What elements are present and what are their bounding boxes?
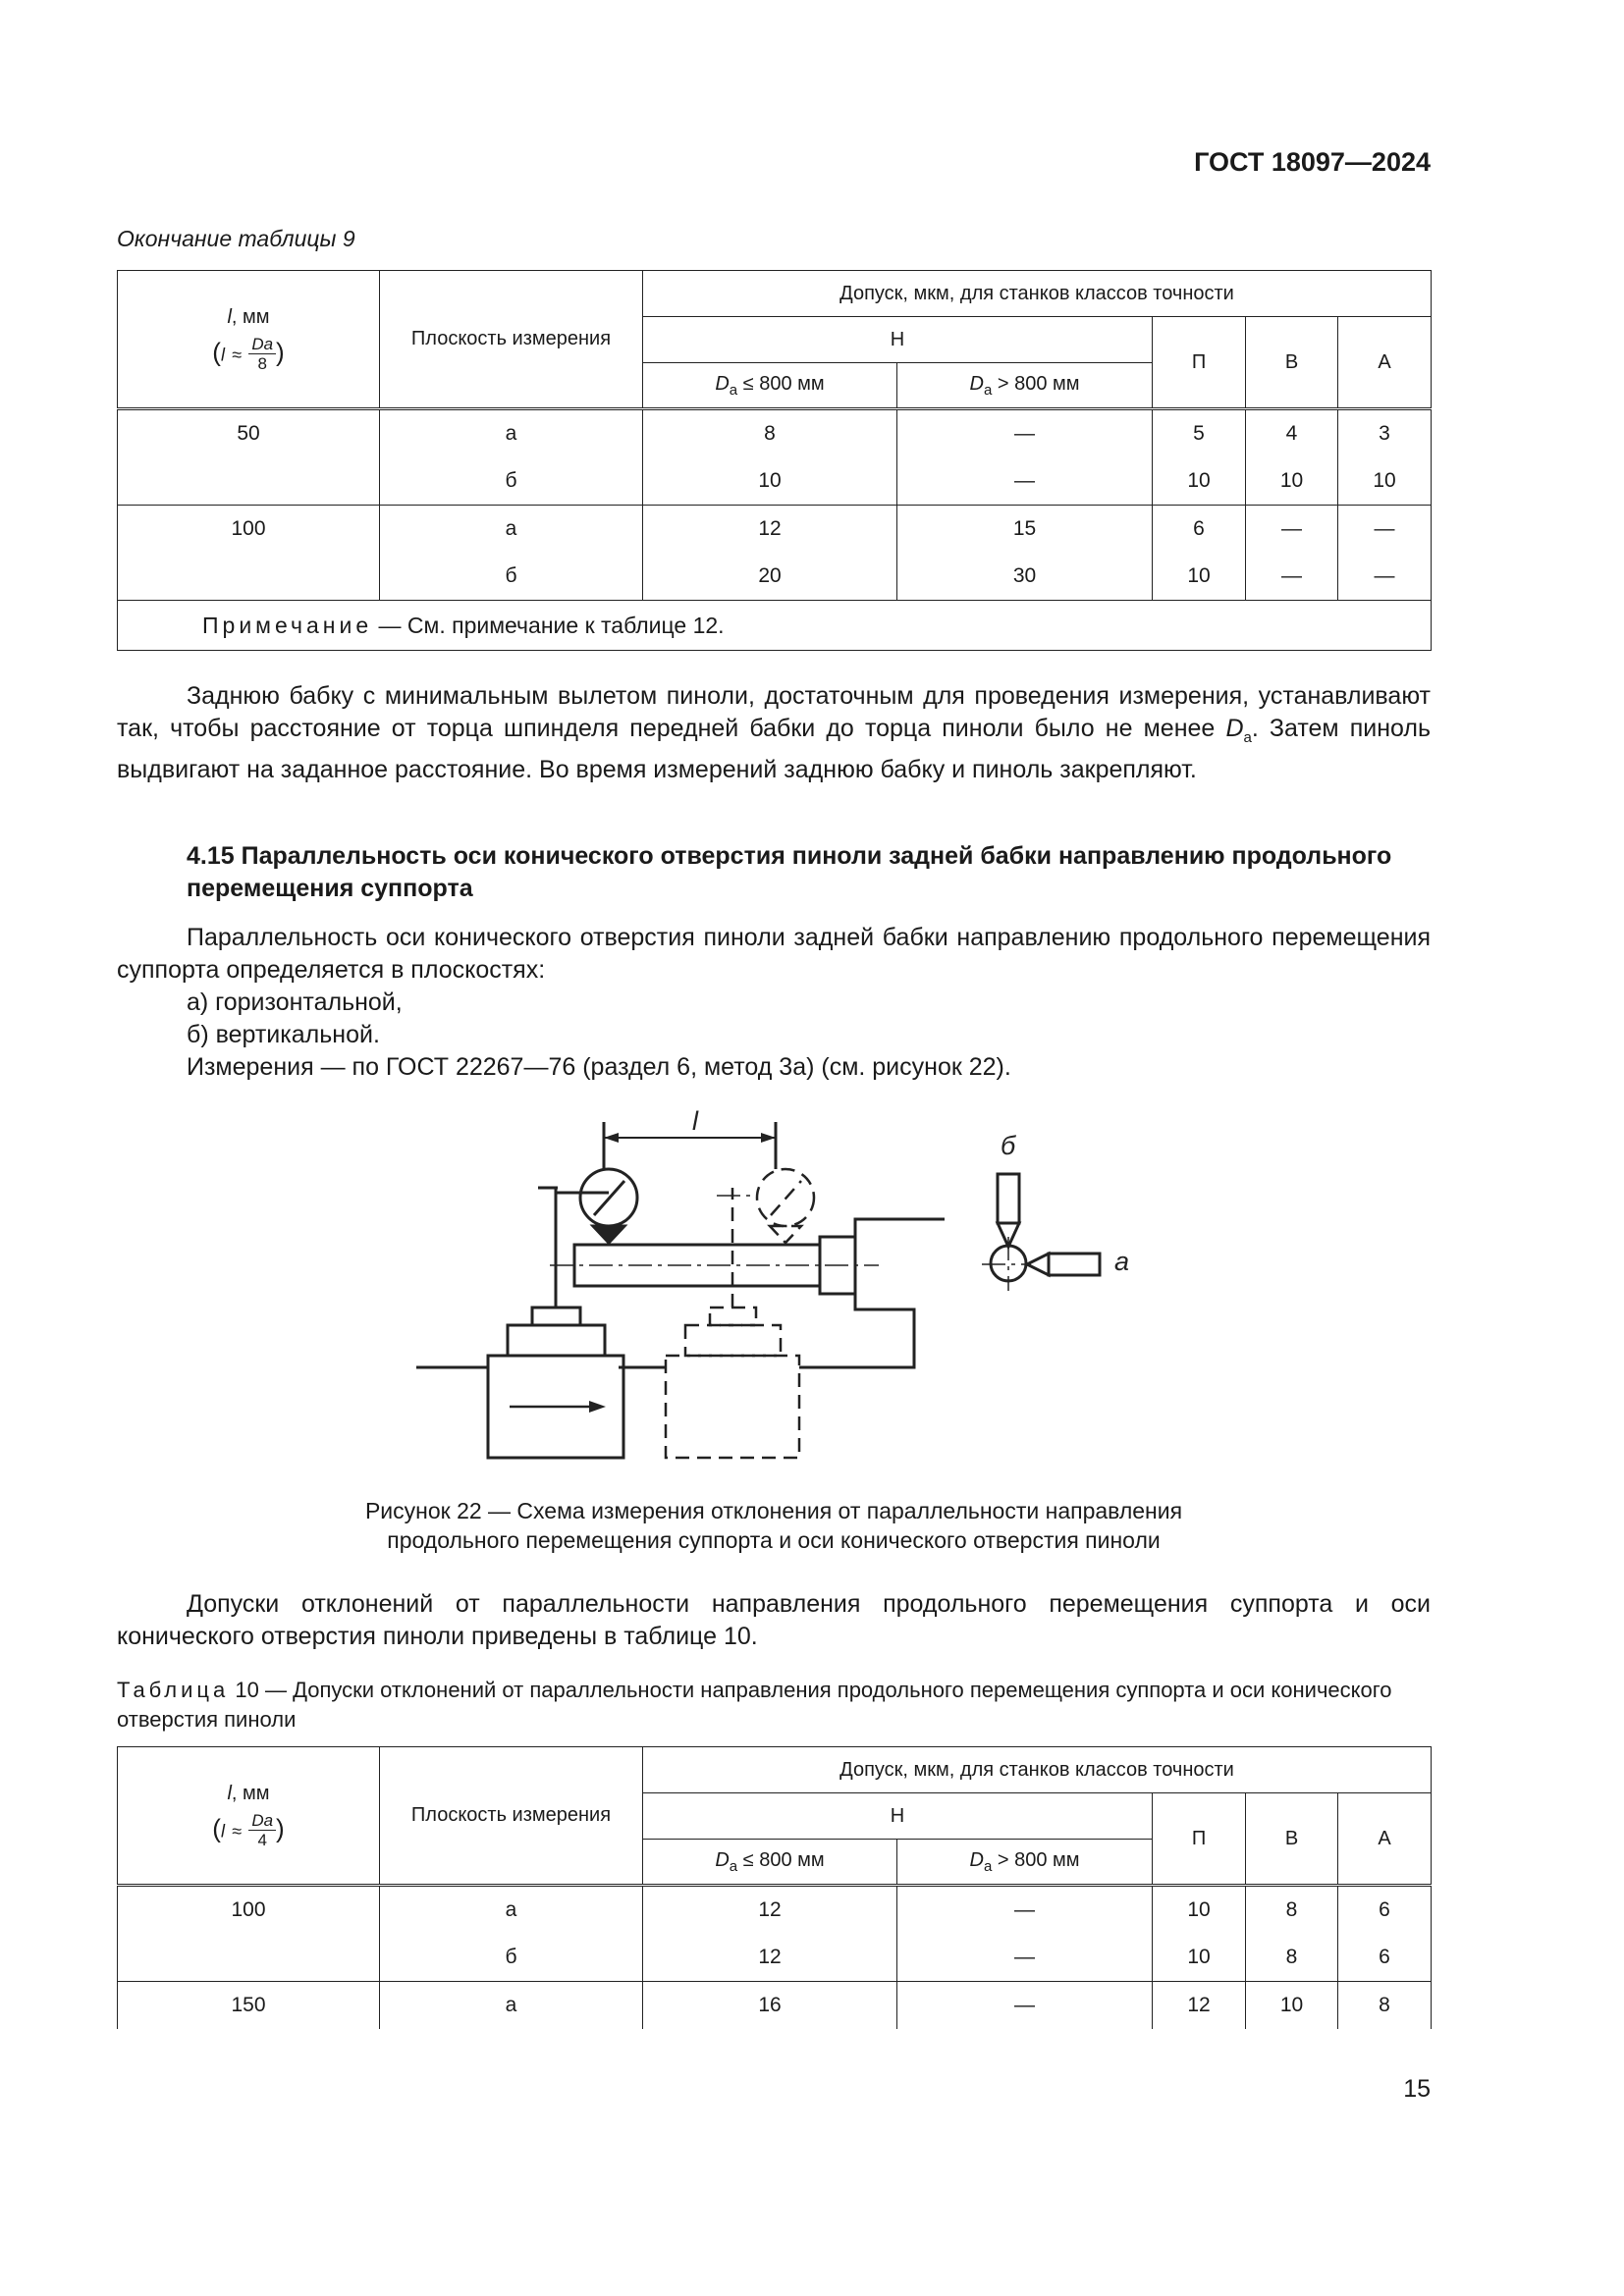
header-class-h: Н (643, 317, 1153, 363)
header-class-p: П (1153, 1793, 1246, 1886)
document-code: ГОСТ 18097—2024 (1194, 147, 1431, 177)
header-class-v: В (1246, 1793, 1338, 1886)
table-row: б 20 30 10 — — (118, 553, 1432, 601)
header-l: l, мм (l ≈ $\frac{Da}{4}$ ) (118, 1747, 380, 1886)
header-class-a: А (1338, 317, 1432, 409)
header-class-a: А (1338, 1793, 1432, 1886)
table-row: б 12 — 10 8 6 (118, 1934, 1432, 1982)
header-tolerance: Допуск, мкм, для станков классов точности (643, 271, 1432, 317)
paragraph-tailstock: Заднюю бабку с минимальным вылетом пиноли, достаточным для проведения измерения, устанавливают так, чтобы расстояние от торца шпинделя передней бабки до торца пиноли было не менее $D_a$. Затем пиноль выдвигают на заданное расстояние. Во время измерений заднюю бабку и пиноль закрепляют. (117, 682, 1432, 783)
table-10-caption: Таблица 10 — Допуски отклонений от параллельности направления продольного перемещения суппорта и оси конического отверстия пиноли (117, 1678, 1392, 1732)
header-l: l, мм (l ≈ $\frac{Da}{8}$ ) (118, 271, 380, 409)
header-plane: Плоскость измерения (380, 1747, 643, 1886)
header-plane: Плоскость измерения (380, 271, 643, 409)
list-item: б) вертикальной. (187, 1021, 380, 1048)
table-note: Примечание — См. примечание к таблице 12. (118, 601, 1432, 651)
header-da-gt: $D_a > 800$ мм (897, 363, 1153, 409)
table-row: 150 а 16 — 12 10 8 (118, 1982, 1432, 2030)
section-heading: 4.15 Параллельность оси конического отверстия пиноли задней бабки направлению продольного перемещения суппорта (187, 842, 1392, 902)
header-da-le: $D_a \le 800$ мм (643, 1840, 897, 1886)
page-number: 15 (1403, 2075, 1431, 2103)
header-class-h: Н (643, 1793, 1153, 1840)
paragraph-tolerances: Допуски отклонений от параллельности направления продольного перемещения суппорта и оси конического отверстия пиноли приведены в таблице 10. (117, 1590, 1431, 1650)
header-da-gt: $D_a > 800$ мм (897, 1840, 1153, 1886)
header-da-le: $D_a \le 800$ мм (643, 363, 897, 409)
table-row: б 10 — 10 10 10 (118, 457, 1432, 506)
label-a: а (1114, 1247, 1130, 1276)
header-class-p: П (1153, 317, 1246, 409)
table-row: 100 а 12 — 10 8 6 (118, 1886, 1432, 1935)
table-row: 100 а 12 15 6 — — (118, 506, 1432, 554)
measure-reference: Измерения — по ГОСТ 22267—76 (раздел 6, метод 3а) (см. рисунок 22). (187, 1053, 1011, 1081)
table-continuation-label: Окончание таблицы 9 (117, 226, 355, 251)
table-10 (117, 1746, 1432, 2029)
header-tolerance: Допуск, мкм, для станков классов точности (643, 1747, 1432, 1793)
figure-caption: Рисунок 22 — Схема измерения отклонения от параллельности направления продольного перемещения суппорта и оси конического отверстия пиноли (364, 1498, 1183, 1553)
section-intro: Параллельность оси конического отверстия пиноли задней бабки направлению продольного перемещения суппорта определяется в плоскостях: (117, 924, 1431, 984)
header-class-v: В (1246, 317, 1338, 409)
label-b: б (1001, 1131, 1016, 1160)
list-item: а) горизонтальной, (187, 988, 403, 1016)
table-row: 50 а 8 — 5 4 3 (118, 409, 1432, 458)
label-l: l (692, 1106, 698, 1136)
